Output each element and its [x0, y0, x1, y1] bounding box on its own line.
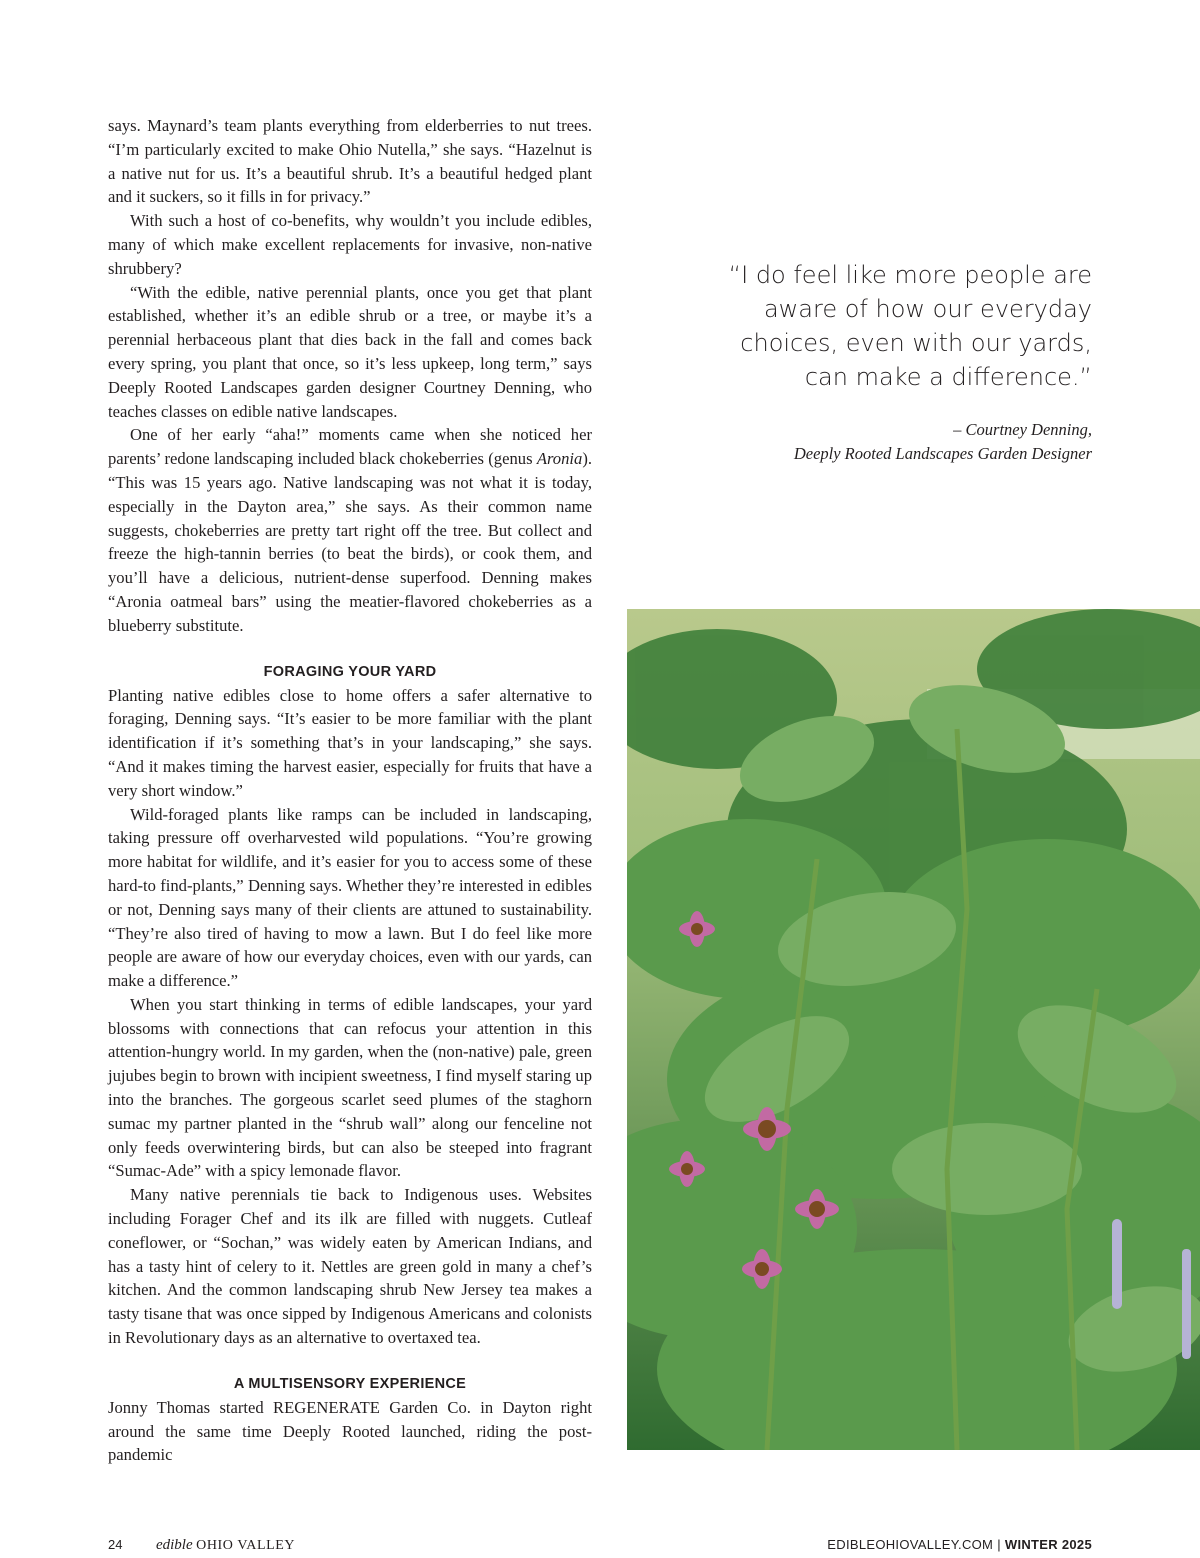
website: EDIBLEOHIOVALLEY.COM: [827, 1537, 994, 1552]
footer-right: [827, 1536, 1092, 1554]
section-heading: FORAGING YOUR YARD: [263, 663, 437, 680]
attribution-title: Deeply Rooted Landscapes Garden Designer: [793, 444, 1092, 463]
attribution-name: – Courtney Denning,: [953, 420, 1092, 439]
pull-quote: “I do feel like more people are aware of how our everyday choices, even with our yards, can make a difference.”: [728, 261, 1092, 391]
paragraph: says. Maynard’s team plants everything from elderberries to nut trees. “I’m particularly excited to make Ohio Nutella,” she says. “Hazelnut is a native nut for us. It’s a beautiful shrub. It’s a beautiful hedged plant and it suckers, so it fills in for privacy.”: [108, 116, 592, 207]
paragraph-text: One of her early “aha!” moments came when she noticed her parents’ redone landscaping included black chokeberries (genus: [108, 425, 592, 469]
article-body: [108, 114, 592, 1467]
paragraph: When you start thinking in terms of edible landscapes, your yard blossoms with connections that can refocus your attention in this attention-hungry world. In my garden, when the (non-native) pale, green jujubes begin to brown with incipient sweetness, I find myself staring up into the branches. The gorgeous scarlet seed plumes of the staghorn sumac my partner planted in the “shrub wall” along our fenceline not only feeds overwintering birds, but can also be steeped into fragrant “Sumac-Ade” with a spicy lemonade flavor.: [108, 994, 592, 1181]
paragraph: Planting native edibles close to home offers a safer alternative to foraging, Denning says. “It’s easier to be more familiar with the plant identification if it’s something that’s in your landscaping,” she says. “And it makes timing the harvest easier, especially for fruits that have a very short window.”: [108, 685, 592, 800]
paragraph: Wild-foraged plants like ramps can be included in landscaping, taking pressure off overharvested wild populations. “You’re growing more habitat for wildlife, and it’s easier for you to access some of these hard-to find-plants,” Denning says. Whether they’re interested in edibles or not, Denning says many of their clients are attuned to sustainability. “They’re also tired of having to mow a lawn. But I do feel like more people are aware of how our everyday choices, even with our yards, can make a difference.”: [108, 804, 592, 991]
paragraph-text: ). “This was 15 years ago. Native landscaping was not what it is today, especially in the Dayton area,” she says. As their common name suggests, chokeberries are pretty tart right off the tree. But collect and freeze the high-tannin berries (to beat the birds), or cook them, and you’ll have a delicious, nutrient-dense superfood. Denning makes “Aronia oatmeal bars” using the meatier-flavored chokeberries as a blueberry substitute.: [108, 449, 592, 635]
pull-quote-attribution: [700, 418, 1092, 466]
garden-photo-icon: [627, 609, 1200, 1450]
issue-label: WINTER 2025: [1004, 1537, 1092, 1552]
paragraph: [108, 423, 592, 637]
magazine-name-italic: edible: [155, 1537, 193, 1553]
paragraph: “With the edible, native perennial plants, once you get that plant established, whether it’s an edible shrub or a tree, or maybe it’s a perennial herbaceous plant that dies back in the fall and comes back every spring, you plant that once, so it’s less upkeep, long term,” says Deeply Rooted Landscapes garden designer Courtney Denning, who teaches classes on edible native landscapes.: [108, 282, 592, 421]
paragraph: With such a host of co-benefits, why wouldn’t you include edibles, many of which make excellent replacements for invasive, non-native shrubbery?: [108, 211, 592, 278]
footer-left: [108, 1536, 295, 1555]
garden-photo: [627, 609, 1200, 1450]
genus-name: Aronia: [536, 449, 583, 469]
magazine-region: OHIO VALLEY: [196, 1538, 296, 1553]
page-number: 24: [108, 1537, 123, 1552]
paragraph: Many native perennials tie back to Indigenous uses. Websites including Forager Chef and its ilk are filled with nuggets. Cutleaf coneflower, or “Sochan,” was widely eaten by American Indians, and has a tasty hint of celery to it. Nettles are green gold in many a chef’s kitchen. And the common landscaping shrub New Jersey tea makes a tasty tisane that was once sipped by Indigenous Americans and colonists in Revolutionary days as an alternative to overtaxed tea.: [108, 1185, 592, 1348]
section-heading: A MULTISENSORY EXPERIENCE: [233, 1375, 467, 1392]
footer-separator: |: [997, 1537, 1001, 1552]
paragraph: Jonny Thomas started REGENERATE Garden Co. in Dayton right around the same time Deeply Rooted launched, riding the post-pandemic: [108, 1397, 592, 1465]
